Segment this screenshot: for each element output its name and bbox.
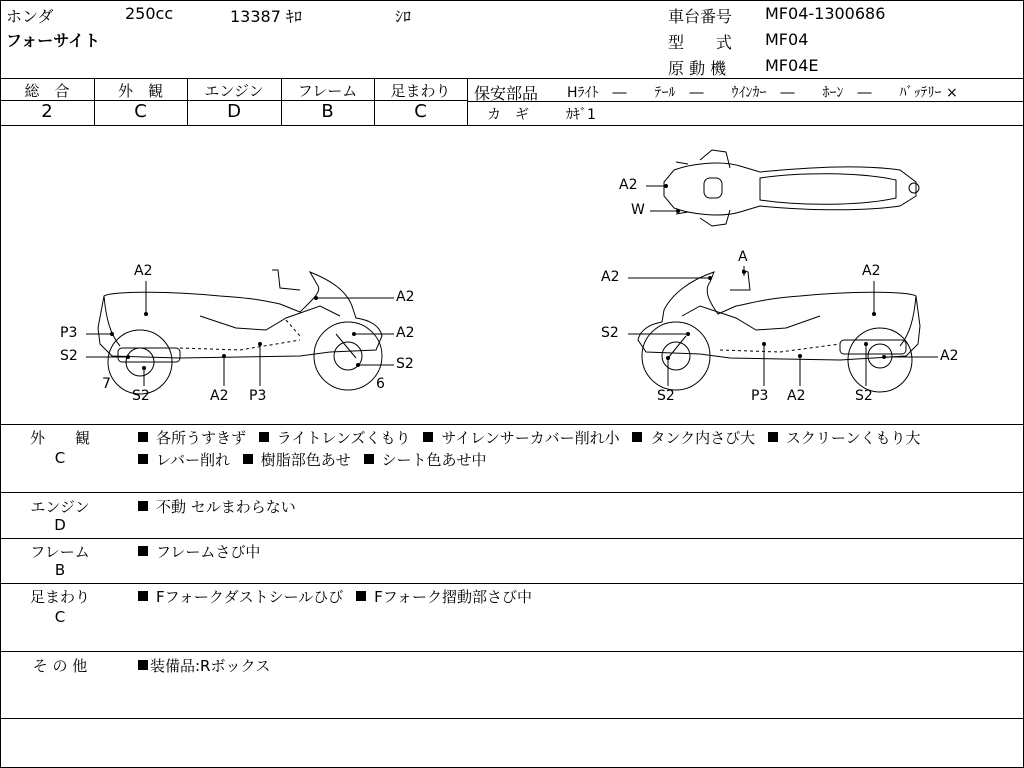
color: ｼﾛ (395, 7, 412, 26)
bullet-icon (632, 432, 642, 442)
label-right-a2-muffler: A2 (940, 348, 959, 364)
type-label: 型 式 (668, 33, 733, 52)
grade-value-engine: D (227, 101, 241, 122)
label-right-s2-left: S2 (657, 388, 675, 404)
grade-header-frame: フレーム (297, 82, 358, 100)
label-left-p3-bottom: P3 (249, 388, 267, 404)
label-left-a2-front: A2 (396, 325, 415, 341)
section-notes-frame: フレームさび中 (138, 541, 260, 562)
frame-no-label: 車台番号 (668, 7, 733, 26)
safety-items: Hﾗｲﾄ ― ﾃｰﾙ ― ｳｲﾝｶｰ ― ﾎｰﾝ ― ﾊﾞｯﾃﾘｰ × (567, 85, 958, 101)
grade-header-overall: 総 合 (24, 82, 70, 100)
section-notes-engine: 不動 セルまわらない (138, 496, 296, 517)
bullet-icon (138, 660, 148, 670)
bullet-icon (364, 454, 374, 464)
section-label-other: そ の 他 (32, 657, 88, 675)
label-right-a2-bottom: A2 (787, 388, 806, 404)
bullet-icon (259, 432, 269, 442)
engine-value: MF04E (765, 56, 819, 75)
label-left-a2-bottom: A2 (210, 388, 229, 404)
grade-header-suspension: 足まわり (390, 82, 451, 100)
label-left-num7: 7 (102, 376, 111, 392)
divider (0, 538, 1024, 539)
bullet-icon (138, 501, 148, 511)
key-value: ｶｷﾞ1 (566, 107, 596, 123)
section-notes-other: 装備品:Rボックス (138, 655, 270, 676)
label-top-a2: A2 (619, 177, 638, 193)
label-right-a: A (738, 249, 748, 265)
label-right-p3: P3 (751, 388, 769, 404)
section-notes-suspension: Fフォークダストシールひび Fフォーク摺動部さび中 (138, 586, 532, 607)
top-scooter-outline (664, 150, 919, 226)
label-right-s2-right: S2 (855, 388, 873, 404)
section-notes-exterior-line1: 各所うすきず ライトレンズくもり サイレンサーカバー削れ小 タンク内さび大 スクリーンくもり大 (138, 427, 921, 448)
label-left-a2-top: A2 (134, 263, 153, 279)
bullet-icon (138, 432, 148, 442)
grade-header-exterior: 外 観 (117, 82, 163, 100)
label-left-s2-rear: S2 (60, 348, 78, 364)
safety-label: 保安部品 (474, 84, 539, 103)
divider (0, 583, 1024, 584)
section-grade-engine: D (54, 516, 66, 534)
bullet-icon (138, 591, 148, 601)
section-label-exterior: 外 観 (29, 429, 90, 447)
divider (0, 78, 1024, 79)
section-notes-exterior-line2: レバー削れ 樹脂部色あせ シート色あせ中 (138, 449, 487, 470)
section-grade-exterior: C (54, 449, 66, 467)
label-left-p3-rear: P3 (60, 325, 78, 341)
bullet-icon (423, 432, 433, 442)
left-scooter-outline (98, 270, 382, 394)
divider (0, 424, 1024, 425)
divider (0, 651, 1024, 652)
label-right-s2-fork: S2 (601, 325, 619, 341)
section-grade-suspension: C (54, 608, 66, 626)
bullet-icon (768, 432, 778, 442)
engine-label: 原 動 機 (668, 59, 727, 78)
label-left-a2-windscreen: A2 (396, 289, 415, 305)
label-left-s2-bottom: S2 (132, 388, 150, 404)
maker: ホンダ (6, 7, 54, 26)
frame-no: MF04-1300686 (765, 4, 886, 23)
label-left-s2-front: S2 (396, 356, 414, 372)
type-value: MF04 (765, 30, 809, 49)
label-right-a2-screen: A2 (601, 269, 620, 285)
grade-value-frame: B (321, 101, 334, 122)
mileage: 13387 ｷﾛ (230, 7, 302, 26)
section-grade-frame: B (54, 561, 66, 579)
bullet-icon (243, 454, 253, 464)
bullet-icon (356, 591, 366, 601)
label-right-a2-seat: A2 (862, 263, 881, 279)
grade-header-engine: エンジン (204, 82, 264, 100)
displacement: 250cc (125, 4, 174, 23)
section-label-suspension: 足まわり (29, 588, 90, 606)
grade-value-suspension: C (414, 101, 427, 122)
grade-value-exterior: C (134, 101, 147, 122)
grade-value-overall: 2 (41, 101, 53, 122)
label-left-num6: 6 (376, 376, 385, 392)
section-label-frame: フレーム (30, 543, 90, 561)
model-name: フォーサイト (6, 31, 101, 50)
label-top-w: W (631, 202, 645, 218)
key-label: カ ギ (487, 107, 529, 123)
right-scooter-outline (638, 270, 920, 392)
section-label-engine: エンジン (30, 498, 90, 516)
divider (467, 78, 468, 125)
divider (0, 492, 1024, 493)
bullet-icon (138, 546, 148, 556)
bullet-icon (138, 454, 148, 464)
divider (0, 718, 1024, 719)
